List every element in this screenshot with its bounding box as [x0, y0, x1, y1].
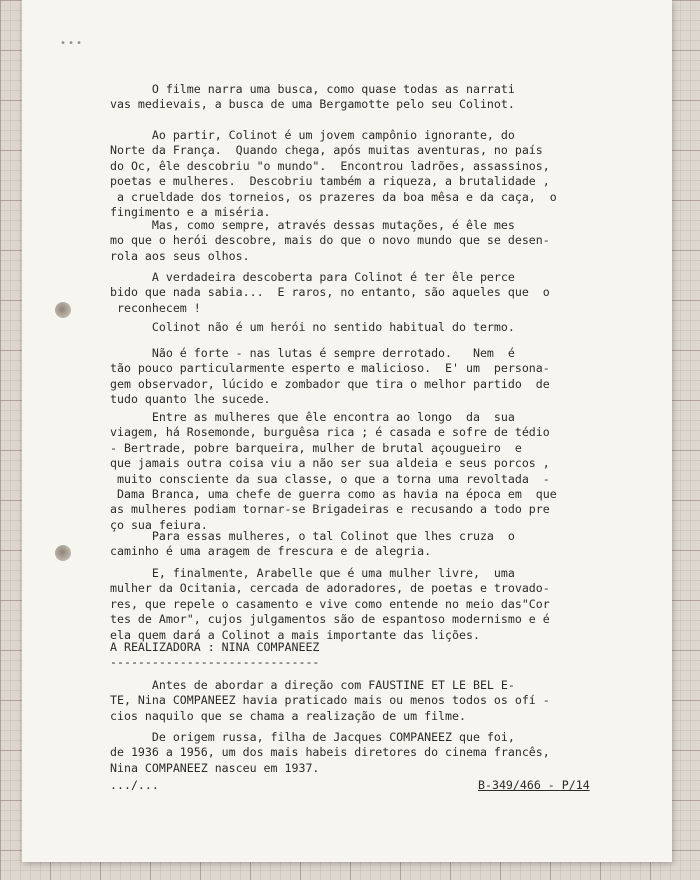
text-line: Dama Branca, uma chefe de guerra como as havia na época em que [110, 487, 557, 502]
text-line: muito consciente da sua classe, o que a torna uma revoltada - [110, 471, 550, 486]
text-line: Nina COMPANEEZ nasceu em 1937. [110, 760, 320, 775]
text-line: O filme narra uma busca, como quase todas as narrati [110, 82, 515, 96]
text-line: De origem russa, filha de Jacques COMPANEEZ que foi, [110, 730, 515, 744]
text-line: Mas, como sempre, através dessas mutações, é êle mes [110, 218, 515, 232]
paragraph-10 [110, 678, 630, 724]
text-line: gem observador, lúcido e zombador que tira o melhor partido de [110, 376, 550, 391]
document-page [22, 0, 672, 862]
text-line: Norte da França. Quando chega, após muitas aventuras, no país [110, 143, 543, 158]
text-line: viagem, há Rosemonde, burguêsa rica ; é casada e sofre de tédio [110, 425, 550, 440]
section-heading: A REALIZADORA : NINA COMPANEEZ [110, 640, 320, 654]
text-line: tão pouco particularmente esperto e malicioso. E' um persona- [110, 361, 550, 376]
paragraph-9 [110, 566, 630, 643]
paragraph-3 [110, 218, 630, 264]
text-line: ela quem dará a Colinot a mais importante das lições. [110, 627, 480, 642]
text-line: Colinot não é um herói no sentido habitual do termo. [110, 320, 515, 334]
text-line: bido que nada sabia... E raros, no entanto, são aqueles que o [110, 285, 550, 300]
continuation-mark: .../... [110, 778, 159, 792]
heading-rule: ------------------------------ [110, 655, 320, 669]
paragraph-4 [110, 270, 630, 316]
text-line: cios naquilo que se chama a realização de um filme. [110, 708, 466, 723]
paragraph-11 [110, 730, 630, 776]
text-line: poetas e mulheres. Descobriu também a riqueza, a brutalidade , [110, 174, 550, 189]
text-line: - Bertrade, pobre barqueira, mulher de brutal açougueiro e [110, 440, 522, 455]
text-line: tes de Amor", cujos julgamentos são de espantoso modernismo e é [110, 612, 550, 627]
text-line: do Oc, êle descobriu "o mundo". Encontrou ladrões, assassinos, [110, 158, 550, 173]
text-line: ço sua feiura. [110, 517, 208, 532]
text-line: as mulheres podiam tornar-se Brigadeiras e recusando a todo pre [110, 502, 550, 517]
text-line: res, que repele o casamento e vive como entende no meio das"Cor [110, 596, 550, 611]
text-line: A verdadeira descoberta para Colinot é ter êle perce [110, 270, 515, 284]
text-line: E, finalmente, Arabelle que é uma mulher livre, uma [110, 566, 515, 580]
text-line: TE, Nina COMPANEEZ havia praticado mais ou menos todos os ofí - [110, 693, 550, 708]
paragraph-8 [110, 529, 630, 560]
text-line: de 1936 a 1956, um dos mais habeis diretores do cinema francês, [110, 745, 550, 760]
text-line: Não é forte - nas lutas é sempre derrotado. Nem é [110, 346, 515, 360]
paragraph-7 [110, 410, 630, 533]
page-reference: B-349/466 - P/14 [478, 778, 590, 792]
text-line: Para essas mulheres, o tal Colinot que lhes cruza o [110, 529, 515, 543]
text-line: Ao partir, Colinot é um jovem campônio ignorante, do [110, 128, 515, 142]
paragraph-2 [110, 128, 630, 220]
paragraph-5 [110, 320, 630, 335]
text-line: Entre as mulheres que êle encontra ao longo da sua [110, 410, 515, 424]
text-line: mulher da Ocitania, cercada de adoradores, de poetas e trovado- [110, 581, 550, 596]
text-line: tudo quanto lhe sucede. [110, 392, 271, 407]
typewritten-text [22, 0, 672, 862]
text-line: fingimento e a miséria. [110, 205, 271, 220]
paragraph-1 [110, 82, 630, 113]
text-line: reconhecem ! [110, 300, 201, 315]
text-line: a crueldade dos torneios, os prazeres da boa mêsa e da caça, o [110, 189, 557, 204]
paragraph-6 [110, 346, 630, 408]
text-line: mo que o herói descobre, mais do que o novo mundo que se desen- [110, 233, 550, 248]
text-line: vas medievais, a busca de uma Bergamotte pelo seu Colinot. [110, 97, 515, 112]
staple-marks: ••• [60, 38, 85, 49]
text-line: Antes de abordar a direção com FAUSTINE ET LE BEL E- [110, 678, 515, 692]
text-line: rola aos seus olhos. [110, 248, 250, 263]
text-line: que jamais outra coisa viu a não ser sua aldeia e seus porcos , [110, 456, 550, 471]
text-line: caminho é uma aragem de frescura e de alegria. [110, 544, 432, 559]
